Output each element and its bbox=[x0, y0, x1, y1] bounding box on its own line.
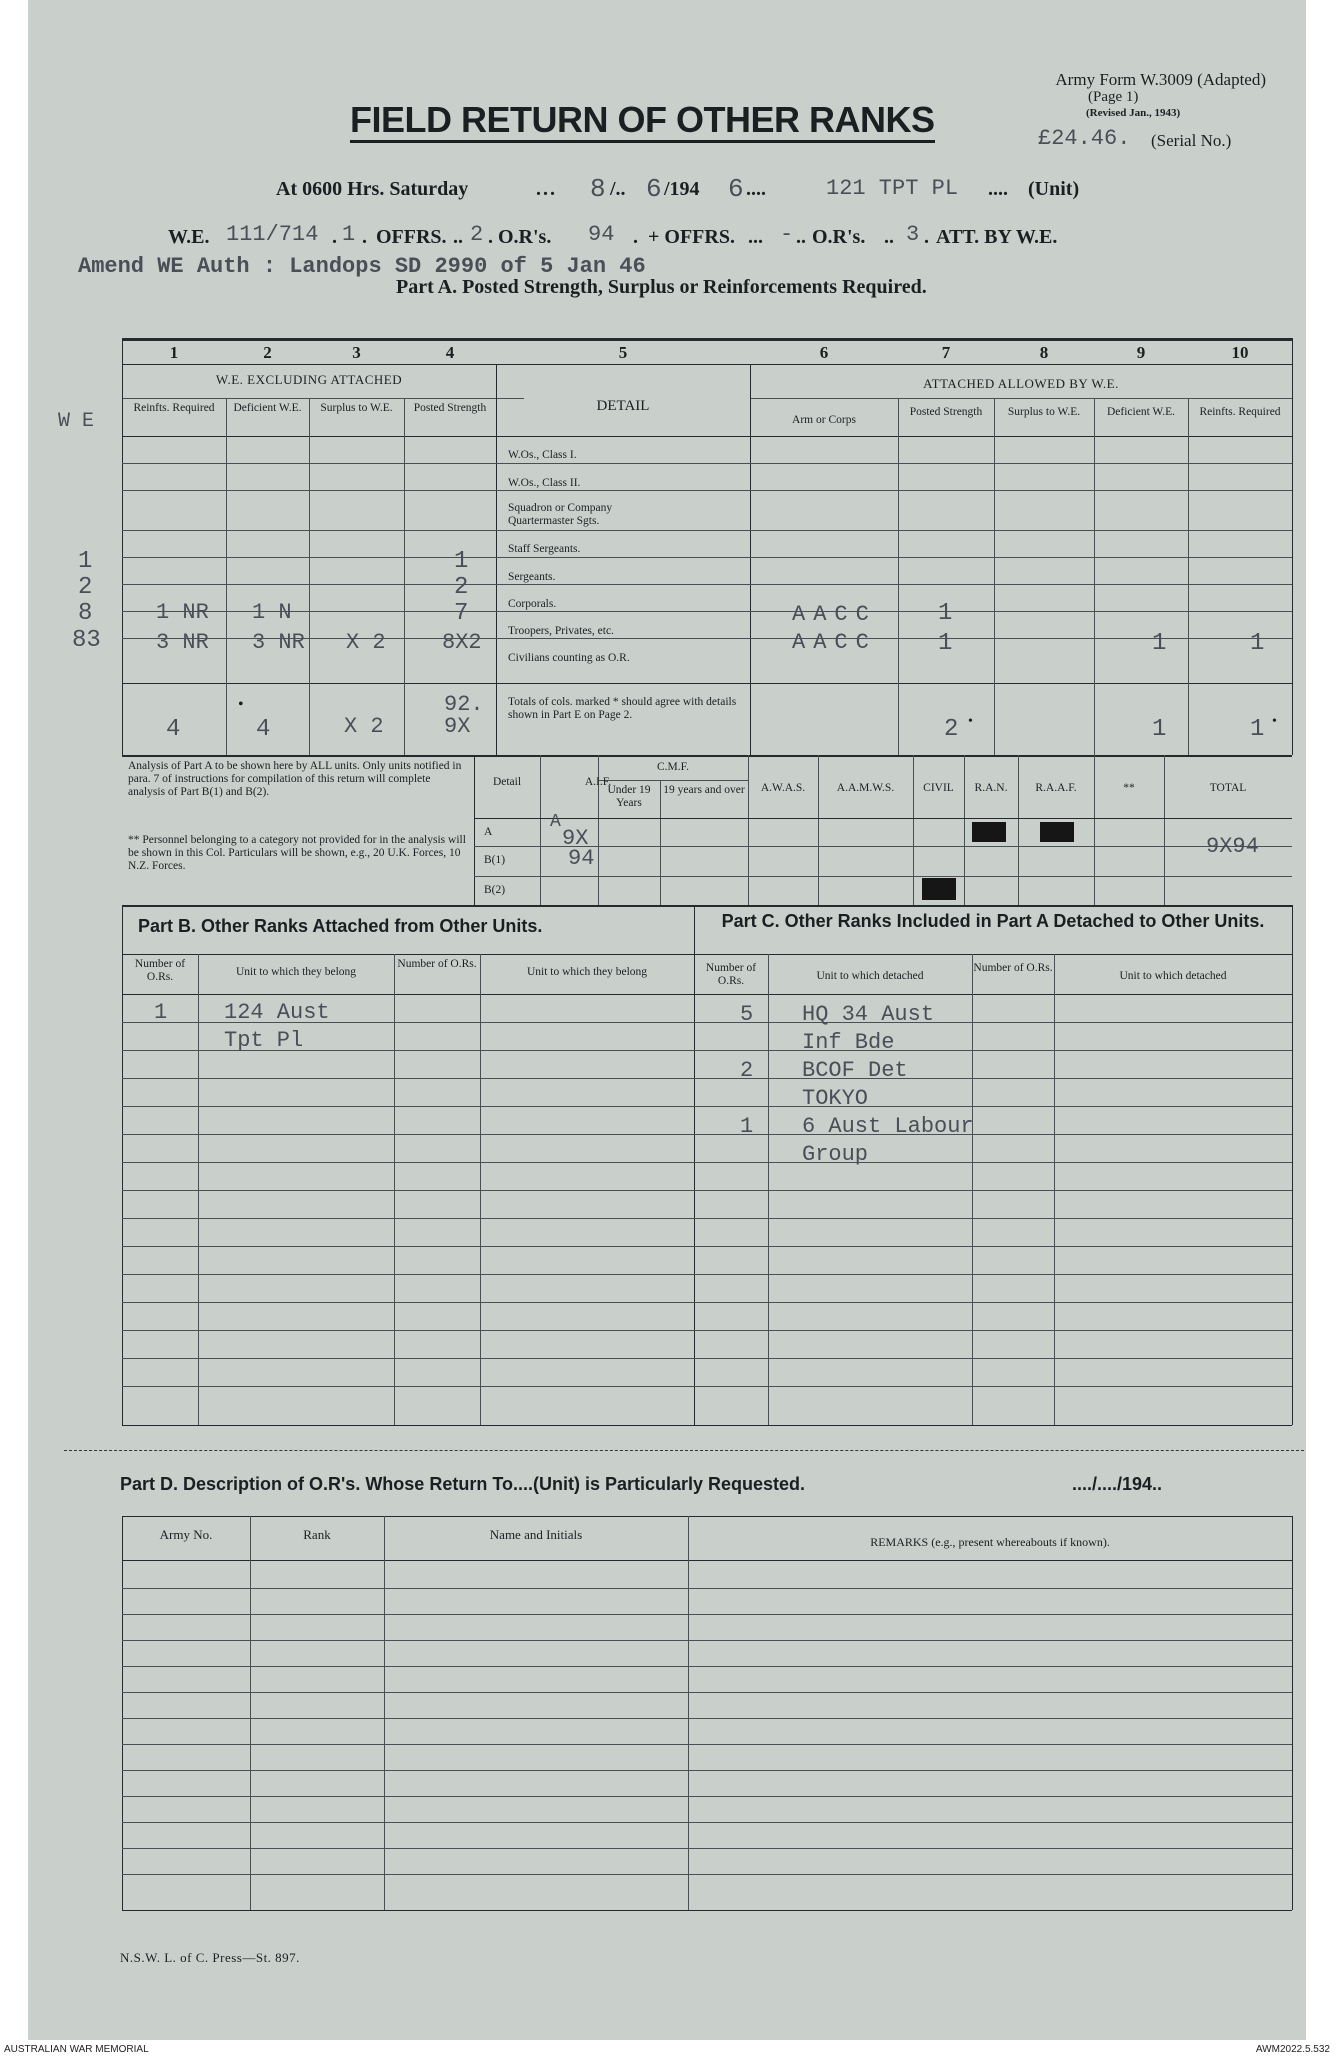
col-head-arm-corps: Arm or Corps bbox=[792, 414, 856, 426]
row-detail: Sergeants. bbox=[508, 571, 556, 583]
part-c-entry-unit: TOKYO bbox=[802, 1086, 869, 1111]
analysis-b1-aif: 94 bbox=[568, 846, 595, 871]
margin-value: 2 bbox=[78, 574, 93, 601]
analysis-total-head: TOTAL bbox=[1209, 782, 1247, 794]
col-number: 4 bbox=[445, 343, 455, 362]
part-d-col-name: Name and Initials bbox=[489, 1527, 583, 1542]
analysis-over19-head: 19 years and over bbox=[663, 784, 745, 796]
cell-value: 7 bbox=[454, 600, 469, 627]
unit-value: 121 TPT PL bbox=[826, 176, 959, 201]
col-number: 2 bbox=[263, 343, 272, 362]
redaction-block bbox=[1040, 822, 1074, 842]
cell-value: 1 bbox=[454, 548, 469, 575]
ors-count: 94 bbox=[588, 222, 615, 247]
analysis-raaf-head: R.A.A.F. bbox=[1035, 782, 1077, 794]
col-head-deficient: Deficient W.E. bbox=[233, 402, 302, 414]
total-value: 2 bbox=[944, 716, 959, 743]
part-b-entry-unit: Tpt Pl bbox=[224, 1028, 304, 1053]
cell-value: 1 NR bbox=[156, 600, 209, 625]
part-c-entry-number: 1 bbox=[740, 1114, 754, 1139]
margin-we: W E bbox=[58, 410, 95, 433]
plus-offrs-label: + OFFRS. bbox=[648, 226, 735, 248]
row-detail: Staff Sergeants. bbox=[508, 543, 581, 555]
col-head-posted: Posted Strength bbox=[413, 402, 487, 414]
col-number: 10 bbox=[1231, 343, 1249, 362]
cell-value: 2 bbox=[454, 574, 469, 601]
cell-value: 1 N bbox=[252, 600, 292, 625]
col-number: 8 bbox=[1039, 343, 1049, 362]
col-number: 7 bbox=[941, 343, 951, 362]
we-offrs-value: 1 bbox=[342, 222, 356, 247]
part-d-col-army-no: Army No. bbox=[159, 1527, 213, 1542]
footer-right: AWM2022.5.532 bbox=[1255, 2044, 1330, 2055]
page-title: FIELD RETURN OF OTHER RANKS bbox=[350, 100, 935, 143]
part-d-date: ..../..../194.. bbox=[1072, 1474, 1163, 1494]
tear-line bbox=[64, 1450, 1304, 1451]
analysis-aif-head: A.I.F. bbox=[584, 776, 612, 788]
row-detail: Corporals. bbox=[508, 598, 557, 610]
analysis-a-aif-mark: A bbox=[550, 812, 561, 832]
col-head-posted-att: Posted Strength bbox=[909, 406, 983, 418]
analysis-aamws-head: A.A.M.W.S. bbox=[836, 782, 895, 794]
margin-value: 83 bbox=[72, 627, 101, 654]
form-revised: (Revised Jan., 1943) bbox=[1086, 107, 1181, 119]
analysis-awas-head: A.W.A.S. bbox=[760, 782, 806, 794]
analysis-row-label: B(1) bbox=[484, 854, 506, 866]
analysis-cmf-head: C.M.F. bbox=[657, 761, 689, 773]
col-number: 6 bbox=[819, 343, 829, 362]
part-b-entry-unit: 124 Aust bbox=[224, 1000, 330, 1025]
part-b-title: Part B. Other Ranks Attached from Other Units. bbox=[138, 916, 543, 936]
press-imprint: N.S.W. L. of C. Press—St. 897. bbox=[120, 1950, 300, 1965]
part-c-col-number: Number of O.Rs. bbox=[973, 962, 1053, 974]
form-sheet: Army Form W.3009 (Adapted) (Page 1) (Revised Jan., 1943) FIELD RETURN OF OTHER RANKS £24.46. (Serial No.) At 0600 Hrs. Saturday ... 8 /.. 6 /194 6 .... 121 TPT PL .... (Unit) W.E. 111/714 . 1 . OFFRS. .. 2 . O.R's. 94 . + OFFRS. ... - .. O.R's. .. 3 . ATT. BY W.E. Amend WE Auth : Landops SD 2990 of 5 Jan 46 Part A. Posted Strength, Surplus or Reinforcements Required. 1 2 3 4 5 6 7 8 9 10 W.E. EXCLUDING ATTACHED ATTACHED ALLOWED BY W.E. DETAIL W E Reinfts. Required Deficient W.E. Surplus to W.E. Posted Strength Arm or Corps Posted Strength Surplus to W.E. Deficient W.E. Reinfts. Required W.Os., Class I. W.Os., Class II. Squadron or Company Quartermaster Sgts. Staff Sergeants. Sergeants. Corporals. Troopers, Privates, etc. Civilians counting as O.R. 1 2 8 83 1 2 1 NR 1 N 7 AACC 1 3 NR 3 NR X 2 8X2 AACC 1 1 1 Totals of cols. marked * should agree with details shown in Part E on Page 2. • 4 4 X 2 92. 9X 2 • 1 1 • Analysis of Part A to be shown here by ALL units. Only units notified in para. 7 of instructions for compilation of this return will complete analysis of Part B(1) and B(2). ** Personnel belonging to a category not provided for in the analysis will be shown in this Col. Particulars will be shown, e.g., 20 U.K. Forces, 10 N.Z. Forces. Detail A.I.F. C.M.F. Under 19 Years 19 years and over A.W.A.S. A.A.M.W.S. CIVIL R.A.N. R.A.A.F. ** TOTAL A B(1) B(2) A 9X 94 9X94 Part B. Other Ranks Attached from Other Units. Part C. Other Ranks Included in Part A Detached to Other Units. Number of O.Rs. Unit to which they belong Number of O.Rs. Unit to which they belong Number of O.Rs. Unit to which detached Number of O.Rs. Unit to which detached 1 124 Aust Tpt Pl 5 HQ 34 Aust Inf Bde 2 BCOF Det TOKYO 1 6 Aust Labour Group Part D. Description of O.R's. Whose Return To....(Unit) is Particularly Requested. ..../..../194.. Army No. Rank Name and Initials REMARKS (e.g., present whereabouts if known). N.S.W. L. of C. Press—St. 897. bbox=[28, 0, 1306, 2040]
cell-value: 1 bbox=[1250, 630, 1265, 657]
analysis-row-label: B(2) bbox=[484, 884, 506, 896]
col-head-reinfts-att: Reinfts. Required bbox=[1199, 406, 1281, 418]
total-value: 9X bbox=[444, 714, 471, 739]
analysis-note: ** Personnel belonging to a category not provided for in the analysis will be shown in this Col. Particulars will be shown, e.g., 20 U.K. Forces, 10 N.Z. Forces. bbox=[128, 834, 466, 872]
col-head-surplus-att: Surplus to W.E. bbox=[1007, 406, 1081, 418]
plus-offrs-value: - bbox=[780, 222, 794, 247]
amend-note: Amend WE Auth : Landops SD 2990 of 5 Jan 46 bbox=[78, 254, 646, 279]
analysis-a-aif: 9X bbox=[562, 826, 589, 851]
part-c-col-unit: Unit to which detached bbox=[1119, 970, 1227, 982]
attached-allowed: ATTACHED ALLOWED BY W.E. bbox=[923, 376, 1119, 391]
part-b-entry-number: 1 bbox=[154, 1000, 168, 1025]
cell-value: 3 NR bbox=[156, 630, 209, 655]
analysis-ran-head: R.A.N. bbox=[974, 782, 1008, 794]
total-value: 1 bbox=[1152, 716, 1167, 743]
margin-value: 8 bbox=[78, 600, 93, 627]
part-c-entry-number: 5 bbox=[740, 1002, 754, 1027]
cell-value: X 2 bbox=[346, 630, 386, 655]
part-c-entry-unit: 6 Aust Labour bbox=[802, 1114, 974, 1139]
col-number: 5 bbox=[618, 343, 628, 362]
offrs-label: OFFRS. bbox=[376, 226, 447, 248]
ors-label: O.R's. bbox=[498, 226, 552, 248]
analysis-civil-head: CIVIL bbox=[923, 782, 954, 794]
analysis-a-total: 9X94 bbox=[1206, 834, 1259, 859]
part-c-entry-unit: BCOF Det bbox=[802, 1058, 908, 1083]
unit-label: (Unit) bbox=[1028, 178, 1080, 200]
row-detail: W.Os., Class I. bbox=[508, 449, 577, 461]
analysis-note: Analysis of Part A to be shown here by ALL units. Only units notified in para. 7 of instructions for compilation of this return will complete analysis of Part B(1) and B(2). bbox=[128, 760, 462, 798]
part-a-title: Part A. Posted Strength, Surplus or Reinforcements Required. bbox=[396, 276, 927, 298]
part-c-entry-unit: Group bbox=[802, 1142, 869, 1167]
we-excluding-attached: W.E. EXCLUDING ATTACHED bbox=[215, 372, 403, 387]
year-prefix: /194 bbox=[664, 178, 700, 200]
day-value: 8 bbox=[590, 174, 606, 204]
redaction-block bbox=[922, 878, 956, 900]
we-value: 111/714 bbox=[226, 222, 319, 247]
serial-label: (Serial No.) bbox=[1151, 131, 1232, 150]
year-digit: 6 bbox=[728, 174, 744, 204]
col-head-reinfts: Reinfts. Required bbox=[133, 402, 215, 414]
col-head-surplus: Surplus to W.E. bbox=[320, 402, 393, 414]
total-value: 1 bbox=[1250, 716, 1265, 743]
part-b-col-number: Number of O.Rs. bbox=[397, 958, 477, 970]
total-value: 92. bbox=[444, 692, 484, 717]
col-number: 1 bbox=[169, 343, 179, 362]
redaction-block bbox=[972, 822, 1006, 842]
row-detail: Troopers, Privates, etc. bbox=[508, 625, 614, 637]
part-b-col-number: Number of O.Rs. bbox=[134, 958, 186, 983]
at-hours-label: At 0600 Hrs. Saturday bbox=[276, 178, 469, 200]
cell-value: AACC bbox=[792, 630, 877, 655]
analysis-detail-head: Detail bbox=[492, 776, 522, 788]
col-number: 9 bbox=[1136, 343, 1146, 362]
serial-value: £24.46. bbox=[1038, 126, 1131, 151]
part-b-col-unit: Unit to which they belong bbox=[235, 966, 357, 978]
part-c-entry-unit: Inf Bde bbox=[802, 1030, 895, 1055]
we-ors-offrs-value: 2 bbox=[470, 222, 484, 247]
part-d-col-remarks: REMARKS (e.g., present whereabouts if known). bbox=[870, 1535, 1110, 1549]
form-id: Army Form W.3009 (Adapted) bbox=[1055, 70, 1266, 89]
part-c-col-number: Number of O.Rs. bbox=[705, 962, 757, 987]
form-page: (Page 1) bbox=[1088, 89, 1139, 105]
plus-ors-value: 3 bbox=[906, 222, 920, 247]
row-detail: W.Os., Class II. bbox=[508, 477, 581, 489]
row-detail: Civilians counting as O.R. bbox=[508, 652, 630, 664]
analysis-under19-head: Under 19 Years bbox=[607, 784, 651, 809]
total-value: X 2 bbox=[344, 714, 384, 739]
row-detail: Squadron or Company Quartermaster Sgts. bbox=[508, 502, 613, 527]
part-d-title: Part D. Description of O.R's. Whose Return To....(Unit) is Particularly Requested. bbox=[120, 1474, 806, 1494]
part-c-entry-unit: HQ 34 Aust bbox=[802, 1002, 935, 1027]
footer-left: AUSTRALIAN WAR MEMORIAL bbox=[4, 2044, 149, 2055]
cell-value: 1 bbox=[938, 600, 953, 627]
col-head-deficient-att: Deficient W.E. bbox=[1106, 406, 1176, 418]
we-label: W.E. bbox=[168, 226, 210, 248]
cell-value: 3 NR bbox=[252, 630, 305, 655]
part-b-col-unit: Unit to which they belong bbox=[526, 966, 648, 978]
analysis-row-label: A bbox=[484, 826, 493, 838]
col-number: 3 bbox=[352, 343, 361, 362]
att-by-we: ATT. BY W.E. bbox=[936, 226, 1058, 248]
margin-value: 1 bbox=[78, 548, 93, 575]
total-value: 4 bbox=[256, 716, 271, 743]
analysis-stars-head: ** bbox=[1123, 782, 1135, 794]
part-c-col-unit: Unit to which detached bbox=[816, 970, 924, 982]
total-value: 4 bbox=[166, 716, 181, 743]
cell-value: 1 bbox=[1152, 630, 1167, 657]
totals-note: Totals of cols. marked * should agree with details shown in Part E on Page 2. bbox=[508, 696, 737, 721]
part-d-col-rank: Rank bbox=[303, 1527, 331, 1542]
cell-value: 1 bbox=[938, 630, 953, 657]
month-value: 6 bbox=[646, 174, 662, 204]
plus-ors-label: O.R's. bbox=[812, 226, 866, 248]
part-c-title: Part C. Other Ranks Included in Part A Detached to Other Units. bbox=[721, 911, 1265, 931]
detail-header: DETAIL bbox=[596, 398, 650, 414]
cell-value: 8X2 bbox=[442, 630, 482, 655]
part-c-entry-number: 2 bbox=[740, 1058, 754, 1083]
cell-value: AACC bbox=[792, 602, 877, 627]
